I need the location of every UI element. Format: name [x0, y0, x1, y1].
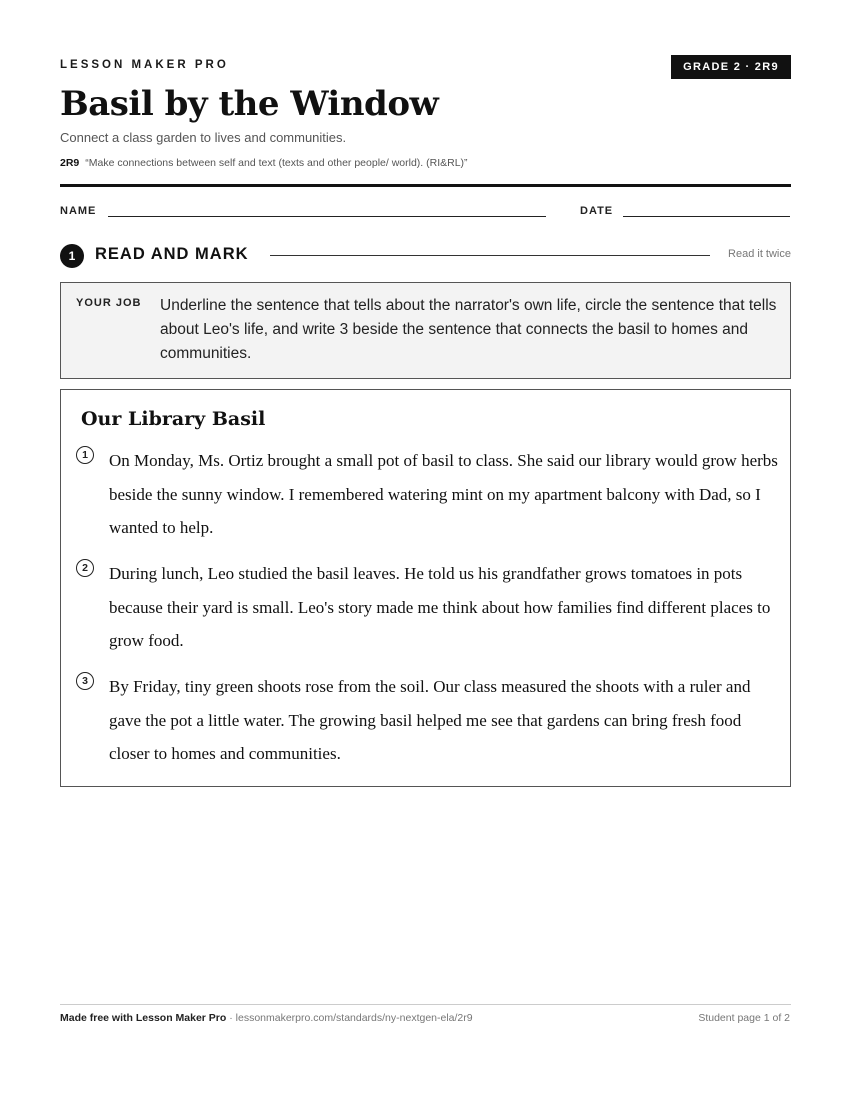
section-number-badge: 1	[60, 244, 84, 268]
section-divider	[270, 255, 710, 256]
job-instructions: Underline the sentence that tells about the narrator's own life, circle the sentence that tells about Leo's life, and write 3 beside the sentence that connects the basil to homes and communities.	[160, 297, 777, 362]
grade-badge: GRADE 2 · 2R9	[671, 55, 791, 79]
paragraph-text: During lunch, Leo studied the basil leaves. He told us his grandfather grows tomatoes in pots because their yard is small. Leo's story made me think about how families find different places to grow food.	[109, 564, 771, 650]
footer-separator: ·	[226, 1012, 236, 1024]
header-divider	[60, 184, 791, 187]
date-label: DATE	[580, 205, 614, 217]
paragraph-number-badge: 3	[76, 672, 94, 690]
date-field[interactable]	[623, 216, 790, 217]
passage-box	[60, 389, 791, 787]
name-field[interactable]	[108, 216, 546, 217]
paragraph-text: By Friday, tiny green shoots rose from the soil. Our class measured the shoots with a ruler and gave the pot a little water. The growing basil helped me see that gardens can bring fresh food closer to homes and communities.	[109, 677, 751, 763]
name-label: NAME	[60, 205, 97, 217]
section-title: READ AND MARK	[95, 245, 249, 263]
footer-divider	[60, 1004, 791, 1005]
footer-page-number: Student page 1 of 2	[698, 1012, 790, 1024]
footer-url[interactable]: lessonmakerpro.com/standards/ny-nextgen-ela/2r9	[235, 1012, 473, 1024]
page-title: Basil by the Window	[60, 84, 439, 124]
standard-text: “Make connections between self and text (texts and other people/ world). (RI&RL)”	[85, 157, 468, 169]
section-note: Read it twice	[728, 248, 791, 260]
passage-title: Our Library Basil	[81, 408, 266, 430]
job-label: YOUR JOB	[76, 297, 142, 309]
footer-made-with: Made free with Lesson Maker Pro	[60, 1012, 227, 1024]
brand-name: LESSON MAKER PRO	[60, 59, 229, 71]
footer-credit	[60, 1012, 473, 1024]
standard-line	[60, 157, 468, 169]
section-header	[60, 243, 791, 269]
page-subtitle: Connect a class garden to lives and communities.	[60, 130, 347, 145]
paragraph-number-badge: 2	[76, 559, 94, 577]
standard-code: 2R9	[60, 157, 80, 169]
paragraph-text: On Monday, Ms. Ortiz brought a small pot of basil to class. She said our library would grow herbs beside the sunny window. I remembered watering mint on my apartment balcony with Dad, so I wanted to help.	[109, 451, 778, 537]
job-box	[60, 282, 791, 379]
paragraph-number-badge: 1	[76, 446, 94, 464]
